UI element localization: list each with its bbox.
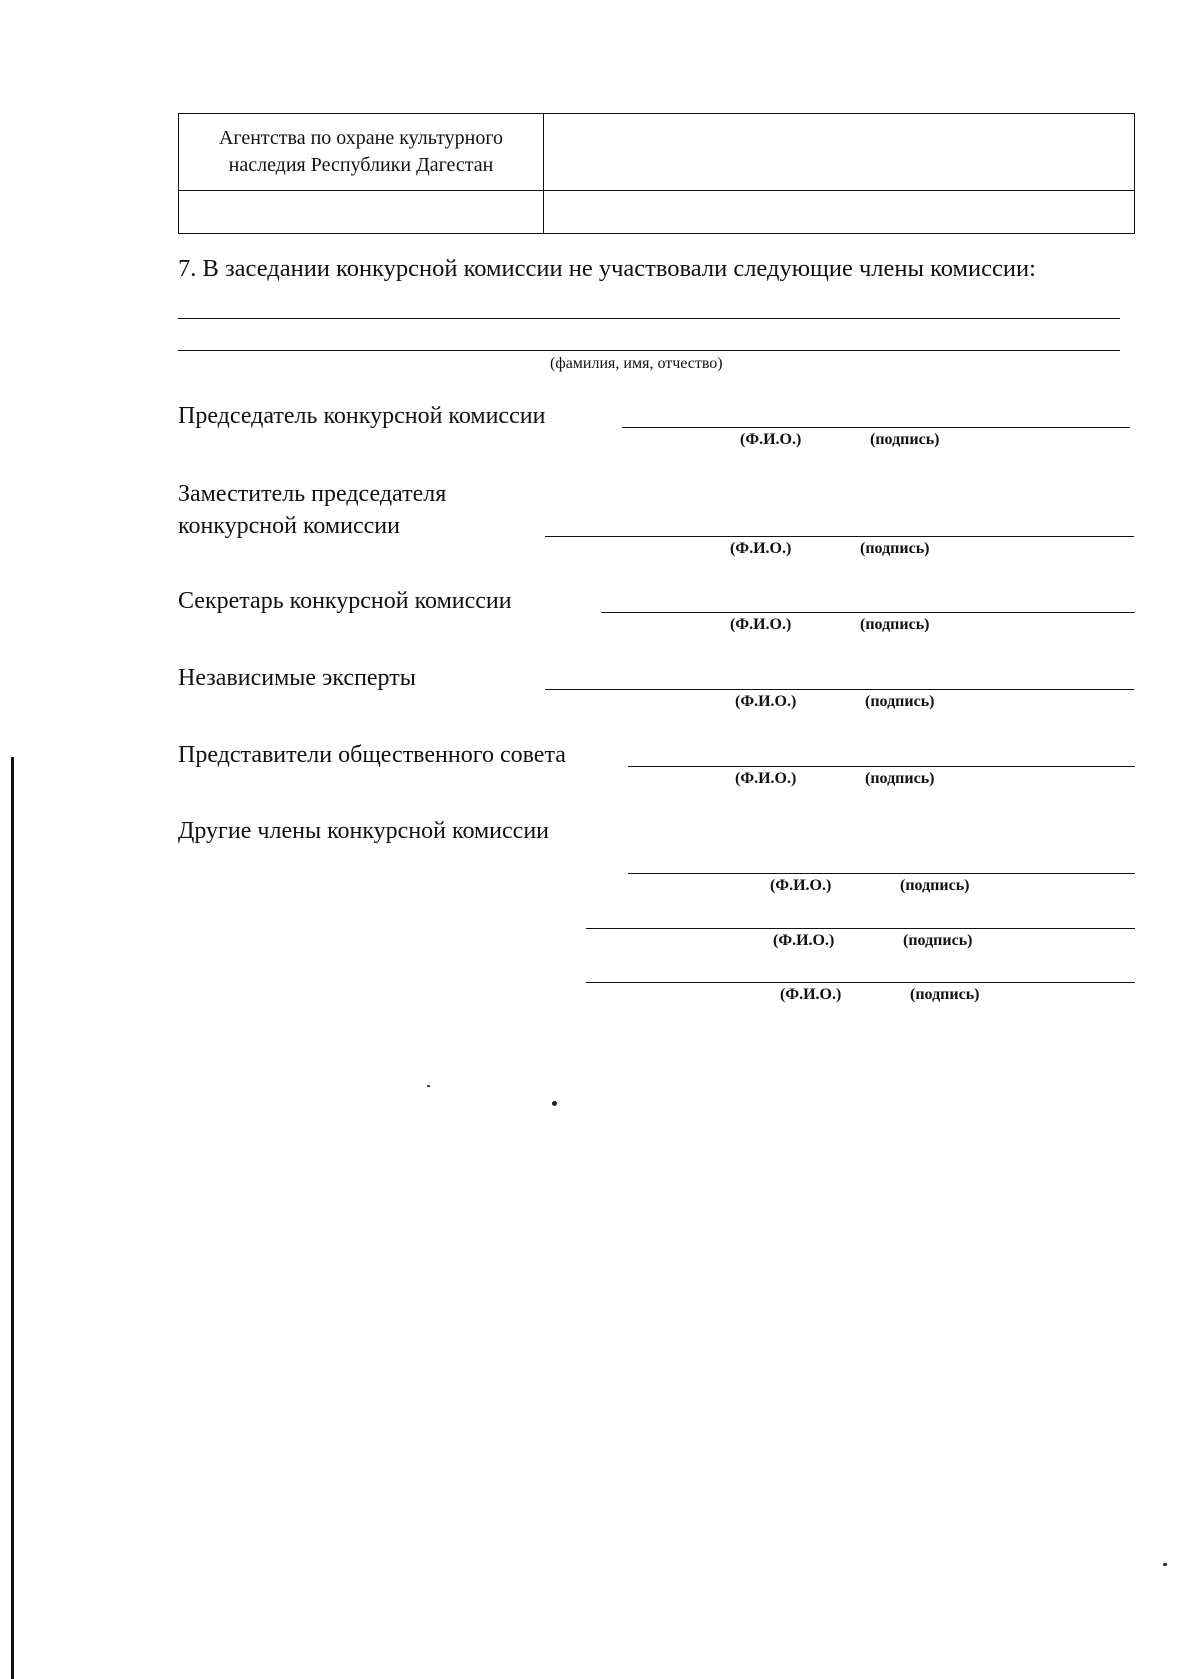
section-7-heading: 7. В заседании конкурсной комиссии не участвовали следующие члены комиссии: bbox=[178, 255, 1036, 282]
scan-speck bbox=[1163, 1563, 1167, 1566]
absent-members-line-1[interactable] bbox=[178, 318, 1120, 319]
secretary-fio-caption: (Ф.И.О.) bbox=[730, 616, 792, 633]
experts-label: Независимые эксперты bbox=[178, 665, 416, 691]
chairman-fio-caption: (Ф.И.О.) bbox=[740, 431, 802, 448]
others-signature-line-1[interactable] bbox=[628, 873, 1135, 874]
others-sign-caption-2: (подпись) bbox=[903, 932, 973, 949]
scan-edge-line bbox=[11, 757, 14, 1679]
deputy-sign-caption: (подпись) bbox=[860, 540, 930, 557]
table-cell-empty bbox=[544, 114, 1135, 191]
deputy-label-line2: конкурсной комиссии bbox=[178, 513, 400, 539]
chairman-label: Председатель конкурсной комиссии bbox=[178, 403, 546, 429]
secretary-signature-line[interactable] bbox=[601, 612, 1135, 613]
council-signature-line[interactable] bbox=[628, 766, 1135, 767]
secretary-label: Секретарь конкурсной комиссии bbox=[178, 588, 512, 614]
agency-table bbox=[178, 113, 1135, 234]
table-cell-empty bbox=[179, 191, 544, 234]
absent-members-caption: (фамилия, имя, отчество) bbox=[550, 355, 723, 372]
table-cell-empty bbox=[544, 191, 1135, 234]
table-cell-agency bbox=[179, 114, 544, 191]
council-fio-caption: (Ф.И.О.) bbox=[735, 770, 797, 787]
deputy-label-line1: Заместитель председателя bbox=[178, 481, 447, 507]
scan-speck bbox=[427, 1085, 430, 1087]
others-signature-line-2[interactable] bbox=[586, 928, 1135, 929]
table-row bbox=[179, 114, 1135, 191]
table-row bbox=[179, 191, 1135, 234]
others-fio-caption-1: (Ф.И.О.) bbox=[770, 877, 832, 894]
others-fio-caption-2: (Ф.И.О.) bbox=[773, 932, 835, 949]
deputy-fio-caption: (Ф.И.О.) bbox=[730, 540, 792, 557]
absent-members-line-2[interactable] bbox=[178, 350, 1120, 351]
chairman-sign-caption: (подпись) bbox=[870, 431, 940, 448]
scan-speck bbox=[552, 1101, 557, 1106]
experts-fio-caption: (Ф.И.О.) bbox=[735, 693, 797, 710]
others-label: Другие члены конкурсной комиссии bbox=[178, 818, 550, 844]
secretary-sign-caption: (подпись) bbox=[860, 616, 930, 633]
agency-name-line1: Агентства по охране культурного bbox=[218, 127, 504, 149]
deputy-signature-line[interactable] bbox=[545, 536, 1134, 537]
experts-sign-caption: (подпись) bbox=[865, 693, 935, 710]
others-signature-line-3[interactable] bbox=[586, 982, 1135, 983]
others-sign-caption-3: (подпись) bbox=[910, 986, 980, 1003]
council-sign-caption: (подпись) bbox=[865, 770, 935, 787]
others-sign-caption-1: (подпись) bbox=[900, 877, 970, 894]
council-label: Представители общественного совета bbox=[178, 742, 566, 768]
chairman-signature-line[interactable] bbox=[622, 427, 1130, 428]
agency-name-line2: наследия Республики Дагестан bbox=[228, 154, 494, 176]
experts-signature-line[interactable] bbox=[545, 689, 1134, 690]
others-fio-caption-3: (Ф.И.О.) bbox=[780, 986, 842, 1003]
